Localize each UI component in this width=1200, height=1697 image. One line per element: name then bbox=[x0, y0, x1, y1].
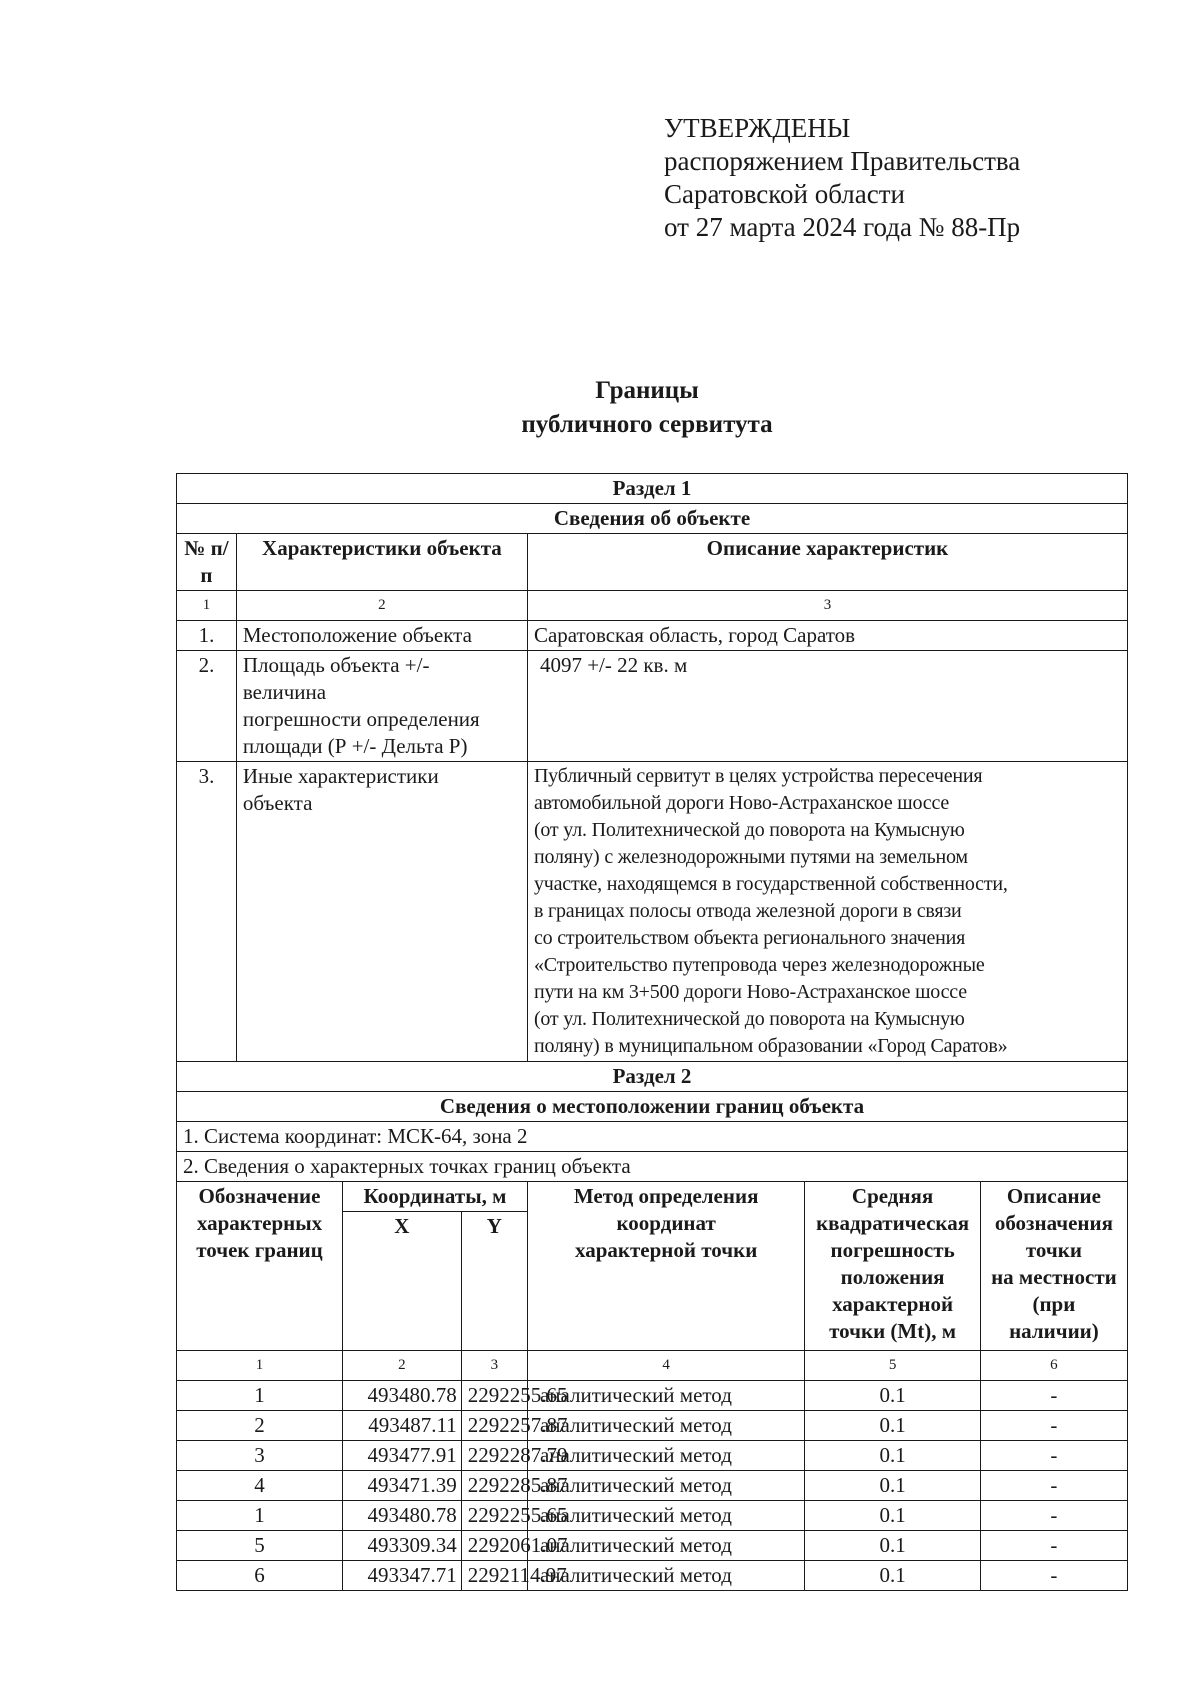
section1-heading: Раздел 1 bbox=[177, 474, 1128, 504]
servitude-table bbox=[176, 473, 1128, 1591]
point-description: - bbox=[980, 1471, 1127, 1501]
point-id: 3 bbox=[177, 1441, 343, 1471]
col-header-characteristic: Характеристики объекта bbox=[236, 534, 527, 591]
col-header-y: Y bbox=[461, 1212, 527, 1351]
point-method: аналитический метод bbox=[527, 1501, 804, 1531]
row-number: 1. bbox=[177, 621, 237, 651]
point-description: - bbox=[980, 1531, 1127, 1561]
point-method: аналитический метод bbox=[527, 1471, 804, 1501]
col-number: 1 bbox=[177, 591, 237, 621]
row-characteristic: Площадь объекта +/- величина погрешности определения площади (Р +/- Дельта Р) bbox=[236, 651, 527, 762]
section1-subheading: Сведения об объекте bbox=[177, 504, 1128, 534]
col-number: 2 bbox=[343, 1351, 462, 1381]
approval-line-3: Саратовской области bbox=[664, 179, 905, 209]
col-header-error: Средняя квадратическая погрешность положения характерной точки (Mt), м bbox=[805, 1182, 980, 1351]
point-description: - bbox=[980, 1561, 1127, 1591]
document-title bbox=[0, 374, 1200, 442]
table-row bbox=[177, 1471, 1128, 1501]
row-characteristic: Иные характеристики объекта bbox=[236, 762, 527, 1062]
point-method: аналитический метод bbox=[527, 1561, 804, 1591]
point-mt: 0.1 bbox=[805, 1471, 980, 1501]
point-description: - bbox=[980, 1501, 1127, 1531]
points-column-numbers-row bbox=[177, 1351, 1128, 1381]
table-row bbox=[177, 1441, 1128, 1471]
section2-subheading-row bbox=[177, 1092, 1128, 1122]
col-header-point-description: Описание обозначения точки на местности (при наличии) bbox=[980, 1182, 1127, 1351]
table-row bbox=[177, 621, 1128, 651]
approval-line-2: распоряжением Правительства bbox=[664, 146, 1021, 176]
point-description: - bbox=[980, 1381, 1127, 1411]
col-header-coords: Координаты, м bbox=[343, 1182, 528, 1212]
point-y: 2292285.87 bbox=[461, 1471, 527, 1501]
section2-heading: Раздел 2 bbox=[177, 1062, 1128, 1092]
title-line-2: публичного сервитута bbox=[521, 411, 773, 438]
point-method: аналитический метод bbox=[527, 1441, 804, 1471]
col-number: 3 bbox=[461, 1351, 527, 1381]
table-row bbox=[177, 1561, 1128, 1591]
row-characteristic: Местоположение объекта bbox=[236, 621, 527, 651]
section2-subheading: Сведения о местоположении границ объекта bbox=[177, 1092, 1128, 1122]
points-heading-row bbox=[177, 1152, 1128, 1182]
point-id: 5 bbox=[177, 1531, 343, 1561]
point-id: 6 bbox=[177, 1561, 343, 1591]
col-number: 3 bbox=[527, 591, 1127, 621]
col-header-x: X bbox=[343, 1212, 462, 1351]
approval-block bbox=[664, 112, 1020, 244]
row-number: 2. bbox=[177, 651, 237, 762]
table-row bbox=[177, 1501, 1128, 1531]
coord-system: 1. Система координат: МСК-64, зона 2 bbox=[177, 1122, 1128, 1152]
point-id: 4 bbox=[177, 1471, 343, 1501]
point-x: 493471.39 bbox=[343, 1471, 462, 1501]
section1-header-row bbox=[177, 534, 1128, 591]
col-number: 6 bbox=[980, 1351, 1127, 1381]
point-id: 2 bbox=[177, 1411, 343, 1441]
points-header-row bbox=[177, 1182, 1128, 1212]
table-row bbox=[177, 762, 1128, 1062]
point-description: - bbox=[980, 1411, 1127, 1441]
col-header-method: Метод определения координат характерной точки bbox=[527, 1182, 804, 1351]
point-y: 2292255.65 bbox=[461, 1381, 527, 1411]
point-id: 1 bbox=[177, 1501, 343, 1531]
point-mt: 0.1 bbox=[805, 1411, 980, 1441]
section1-heading-row bbox=[177, 474, 1128, 504]
table-row bbox=[177, 1531, 1128, 1561]
section1-subheading-row bbox=[177, 504, 1128, 534]
col-number: 5 bbox=[805, 1351, 980, 1381]
coord-system-row bbox=[177, 1122, 1128, 1152]
point-x: 493347.71 bbox=[343, 1561, 462, 1591]
point-x: 493480.78 bbox=[343, 1501, 462, 1531]
table-row bbox=[177, 1411, 1128, 1441]
row-description: 4097 +/- 22 кв. м bbox=[527, 651, 1127, 762]
col-number: 2 bbox=[236, 591, 527, 621]
point-y: 2292287.79 bbox=[461, 1441, 527, 1471]
approval-line-4: от 27 марта 2024 года № 88-Пр bbox=[664, 212, 1021, 242]
section1-column-numbers-row bbox=[177, 591, 1128, 621]
col-number: 4 bbox=[527, 1351, 804, 1381]
point-method: аналитический метод bbox=[527, 1411, 804, 1441]
row-description: Публичный сервитут в целях устройства пересечения автомобильной дороги Ново-Астраханское шоссе (от ул. Политехнической до поворота на Кумысную поляну) с железнодорожными путями на земельном участке, находящемся в государственной собственности, в границах полосы отвода железной дороги в связи со строительством объекта регионального значения «Строительство путепровода через железнодорожные пути на км 3+500 дороги Ново-Астраханское шоссе (от ул. Политехнической до поворота на Кумысную поляну) в муниципальном образовании «Город Саратов» bbox=[527, 762, 1127, 1062]
table-row bbox=[177, 1381, 1128, 1411]
point-description: - bbox=[980, 1441, 1127, 1471]
points-heading: 2. Сведения о характерных точках границ объекта bbox=[177, 1152, 1128, 1182]
point-x: 493480.78 bbox=[343, 1381, 462, 1411]
title-line-1: Границы bbox=[595, 377, 699, 404]
point-mt: 0.1 bbox=[805, 1561, 980, 1591]
point-y: 2292061.07 bbox=[461, 1531, 527, 1561]
col-header-designation: Обозначение характерных точек границ bbox=[177, 1182, 343, 1351]
col-header-description: Описание характеристик bbox=[527, 534, 1127, 591]
point-method: аналитический метод bbox=[527, 1381, 804, 1411]
point-x: 493309.34 bbox=[343, 1531, 462, 1561]
table-row bbox=[177, 651, 1128, 762]
point-id: 1 bbox=[177, 1381, 343, 1411]
point-x: 493487.11 bbox=[343, 1411, 462, 1441]
row-description: Саратовская область, город Саратов bbox=[527, 621, 1127, 651]
point-mt: 0.1 bbox=[805, 1501, 980, 1531]
row-number: 3. bbox=[177, 762, 237, 1062]
point-mt: 0.1 bbox=[805, 1381, 980, 1411]
col-header-num: № п/п bbox=[177, 534, 237, 591]
point-mt: 0.1 bbox=[805, 1441, 980, 1471]
point-y: 2292114.97 bbox=[461, 1561, 527, 1591]
section2-heading-row bbox=[177, 1062, 1128, 1092]
point-y: 2292257.87 bbox=[461, 1411, 527, 1441]
col-number: 1 bbox=[177, 1351, 343, 1381]
point-x: 493477.91 bbox=[343, 1441, 462, 1471]
point-y: 2292255.65 bbox=[461, 1501, 527, 1531]
point-mt: 0.1 bbox=[805, 1531, 980, 1561]
approval-line-1: УТВЕРЖДЕНЫ bbox=[664, 113, 851, 143]
point-method: аналитический метод bbox=[527, 1531, 804, 1561]
